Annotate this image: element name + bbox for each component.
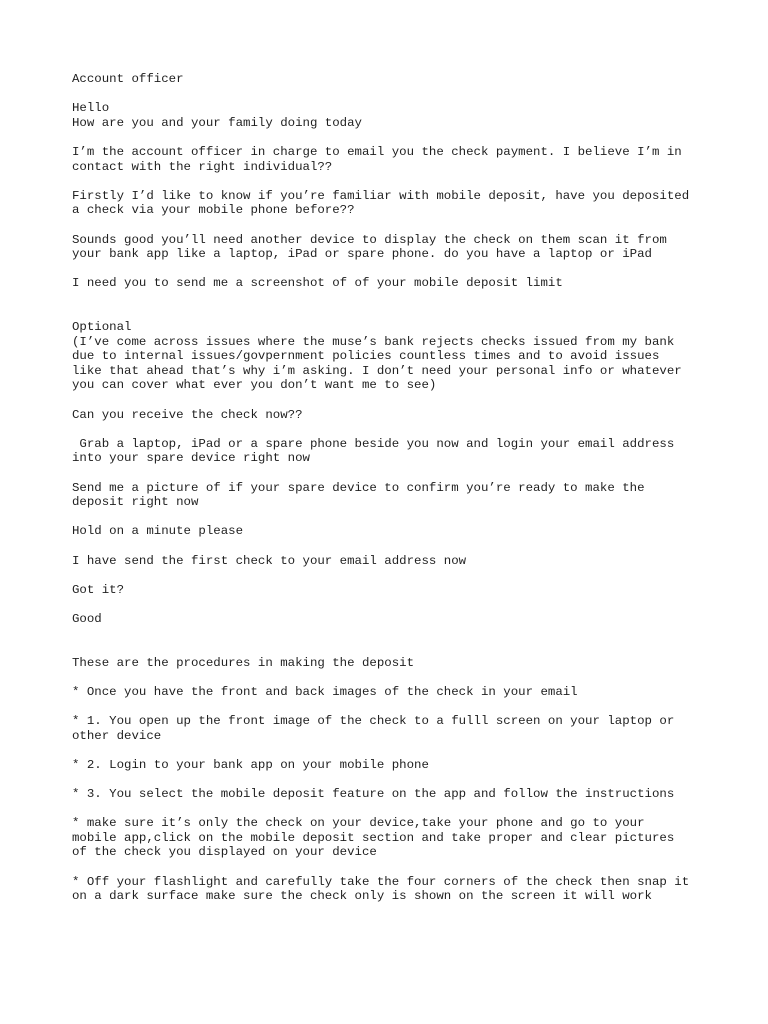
text-line: These are the procedures in making the deposit xyxy=(72,655,415,670)
text-line: into your spare device right now xyxy=(72,451,310,466)
blank-line xyxy=(72,568,712,583)
text-line: a check via your mobile phone before?? xyxy=(72,203,355,218)
text-line: * Off your flashlight and carefully take the four corners of the check then snap it xyxy=(72,874,690,889)
text-line: of the check you displayed on your device xyxy=(72,845,377,860)
blank-line xyxy=(72,87,712,102)
text-line: * make sure it’s only the check on your device,take your phone and go to your xyxy=(72,816,645,831)
text-line: Optional xyxy=(72,320,132,335)
blank-line xyxy=(72,130,712,145)
text-line: * 1. You open up the front image of the check to a fulll screen on your laptop or xyxy=(72,714,675,729)
text-line: on a dark surface make sure the check only is shown on the screen it will work xyxy=(72,889,652,904)
text-line: you can cover what ever you don’t want me to see) xyxy=(72,378,437,393)
text-line: mobile app,click on the mobile deposit section and take proper and clear pictures xyxy=(72,830,675,845)
blank-line xyxy=(72,306,712,321)
text-line: Hello xyxy=(72,101,110,116)
blank-line xyxy=(72,670,712,685)
document-body xyxy=(72,72,712,904)
text-line: Send me a picture of if your spare device to confirm you’re ready to make the xyxy=(72,480,645,495)
blank-line xyxy=(72,422,712,437)
blank-line xyxy=(72,860,712,875)
text-line: your bank app like a laptop, iPad or spare phone. do you have a laptop or iPad xyxy=(72,247,652,262)
text-line: Account officer xyxy=(72,72,184,86)
text-line: * Once you have the front and back images of the check in your email xyxy=(72,684,578,699)
blank-line xyxy=(72,510,712,525)
text-line: Good xyxy=(72,611,102,626)
blank-line xyxy=(72,218,712,233)
blank-line xyxy=(72,539,712,554)
blank-line xyxy=(72,641,712,656)
text-line: Firstly I’d like to know if you’re familiar with mobile deposit, have you deposited xyxy=(72,188,690,203)
text-line: deposit right now xyxy=(72,495,199,510)
text-line: Grab a laptop, iPad or a spare phone beside you now and login your email address xyxy=(72,436,675,451)
blank-line xyxy=(72,802,712,817)
blank-line xyxy=(72,743,712,758)
text-line: How are you and your family doing today xyxy=(72,115,362,130)
blank-line xyxy=(72,627,712,642)
text-line: * 3. You select the mobile deposit feature on the app and follow the instructions xyxy=(72,787,675,802)
blank-line xyxy=(72,393,712,408)
blank-line xyxy=(72,291,712,306)
text-line: Sounds good you’ll need another device to display the check on them scan it from xyxy=(72,232,667,247)
text-line: Got it? xyxy=(72,582,125,597)
text-line: I’m the account officer in charge to email you the check payment. I believe I’m in xyxy=(72,144,682,159)
blank-line xyxy=(72,773,712,788)
text-line: contact with the right individual?? xyxy=(72,159,333,174)
text-line: Hold on a minute please xyxy=(72,524,244,539)
text-line: other device xyxy=(72,728,162,743)
text-line: I need you to send me a screenshot of of your mobile deposit limit xyxy=(72,276,563,291)
blank-line xyxy=(72,700,712,715)
blank-line xyxy=(72,262,712,277)
text-line: (I’ve come across issues where the muse’s bank rejects checks issued from my bank xyxy=(72,334,675,349)
blank-line xyxy=(72,597,712,612)
text-line: I have send the first check to your email address now xyxy=(72,553,467,568)
blank-line xyxy=(72,466,712,481)
blank-line xyxy=(72,174,712,189)
text-line: due to internal issues/govpernment policies countless times and to avoid issues xyxy=(72,349,660,364)
text-line: Can you receive the check now?? xyxy=(72,407,303,422)
text-line: like that ahead that’s why i’m asking. I don’t need your personal info or whatever xyxy=(72,363,682,378)
text-line: * 2. Login to your bank app on your mobile phone xyxy=(72,757,429,772)
